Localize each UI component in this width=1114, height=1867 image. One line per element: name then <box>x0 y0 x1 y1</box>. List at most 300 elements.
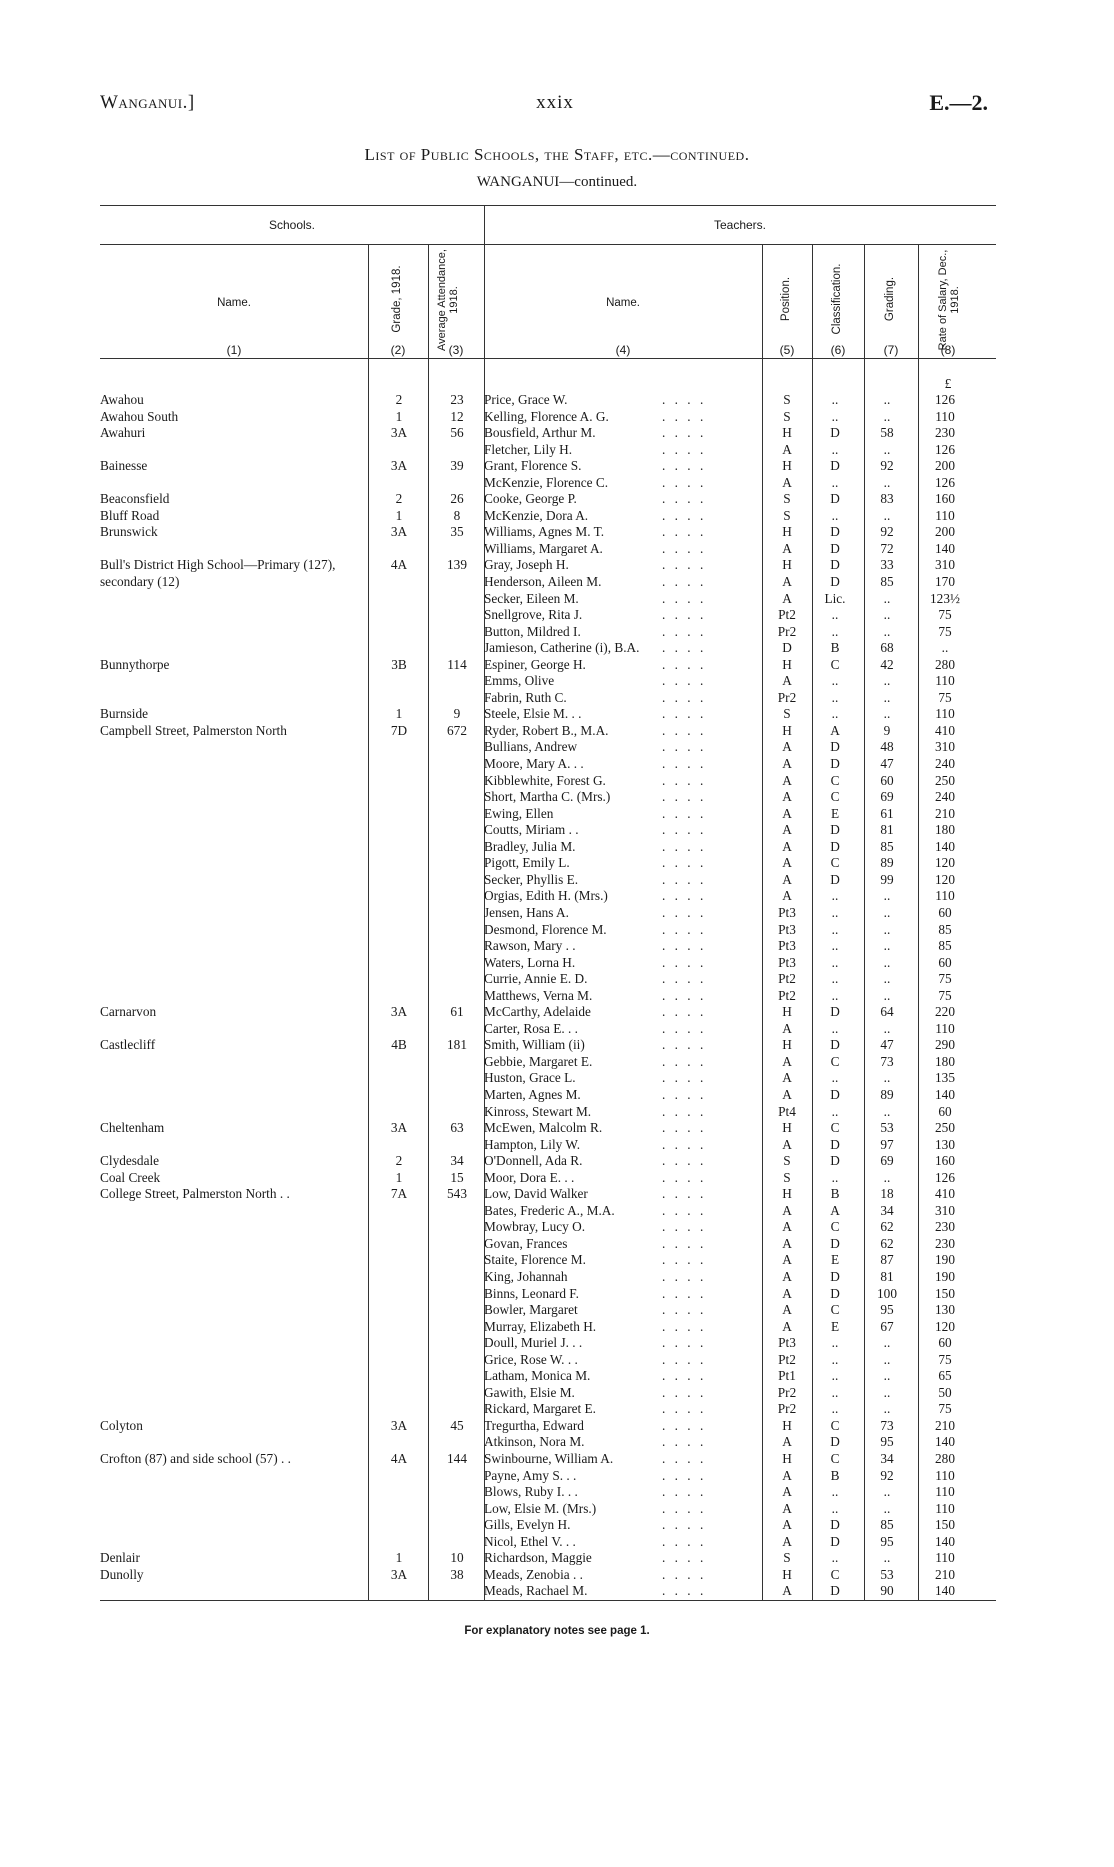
leader-dots: . . . . <box>662 805 707 821</box>
teacher-name-cell: O'Donnell, Ada R. <box>484 1153 583 1169</box>
grading-cell: 73 <box>880 1417 894 1433</box>
teacher-name-cell: Payne, Amy S. . . <box>484 1467 577 1483</box>
leader-dots: . . . . <box>662 756 707 772</box>
teacher-name-cell: Williams, Margaret A. <box>484 540 603 556</box>
leader-dots: . . . . <box>662 1103 707 1119</box>
grading-cell: 69 <box>880 789 894 805</box>
grading-cell: .. <box>883 938 891 954</box>
classification-cell: .. <box>831 971 839 987</box>
school-name-cell: Campbell Street, Palmerston North <box>100 722 287 738</box>
school-name-cell: Coal Creek <box>100 1169 161 1185</box>
grading-cell: .. <box>883 706 891 722</box>
teacher-name-cell: Kelling, Florence A. G. <box>484 408 609 424</box>
grading-cell: .. <box>883 888 891 904</box>
teacher-name-cell: McKenzie, Florence C. <box>484 474 609 490</box>
table-row <box>0 1286 1114 1303</box>
salary-cell: 140 <box>935 1533 955 1549</box>
classification-cell: .. <box>831 1351 839 1367</box>
classification-cell: .. <box>831 689 839 705</box>
grading-cell: .. <box>883 590 891 606</box>
leader-dots: . . . . <box>662 1417 707 1433</box>
table-row <box>0 1302 1114 1319</box>
table-row <box>0 392 1114 409</box>
position-cell: S <box>783 1169 791 1185</box>
grading-cell: 100 <box>877 1285 897 1301</box>
column-header-salary: Rate of Salary, Dec., 1918. <box>937 249 961 351</box>
classification-cell: .. <box>831 607 839 623</box>
table-row <box>0 955 1114 972</box>
salary-cell: 180 <box>935 822 955 838</box>
teacher-name-cell: Tregurtha, Edward <box>484 1417 584 1433</box>
table-row <box>0 739 1114 756</box>
group-header-teachers: Teachers. <box>713 218 767 232</box>
teacher-name-cell: Moore, Mary A. . . <box>484 756 584 772</box>
position-cell: A <box>782 441 792 457</box>
grading-cell: 34 <box>880 1202 894 1218</box>
leader-dots: . . . . <box>662 921 707 937</box>
table-row <box>0 1550 1114 1567</box>
salary-cell: 75 <box>938 689 952 705</box>
position-cell: A <box>782 1202 792 1218</box>
classification-cell: .. <box>831 904 839 920</box>
classification-cell: .. <box>831 954 839 970</box>
position-cell: A <box>782 1136 792 1152</box>
table-row <box>0 872 1114 889</box>
grading-cell: 89 <box>880 855 894 871</box>
classification-cell: C <box>830 1053 840 1069</box>
attendance-cell: 15 <box>450 1169 464 1185</box>
attendance-cell: 61 <box>450 1004 464 1020</box>
leader-dots: . . . . <box>662 1384 707 1400</box>
table-row <box>0 574 1114 591</box>
grading-cell: 95 <box>880 1533 894 1549</box>
table-row <box>0 524 1114 541</box>
leader-dots: . . . . <box>662 1351 707 1367</box>
school-name-cell: Castlecliff <box>100 1037 156 1053</box>
leader-dots: . . . . <box>662 1219 707 1235</box>
position-cell: A <box>782 1318 792 1334</box>
classification-cell: C <box>830 772 840 788</box>
salary-cell: 75 <box>938 971 952 987</box>
leader-dots: . . . . <box>662 1451 707 1466</box>
teacher-name-cell: Rawson, Mary . . <box>484 938 576 954</box>
school-name-cell: Carnarvon <box>100 1004 157 1020</box>
table-row <box>0 1104 1114 1121</box>
position-cell: A <box>782 822 792 838</box>
table-row <box>0 1368 1114 1385</box>
classification-cell: .. <box>831 441 839 457</box>
grade-cell: 1 <box>395 1550 403 1566</box>
position-cell: Pt3 <box>778 1335 796 1351</box>
table-row <box>0 508 1114 525</box>
table-row <box>0 1583 1114 1600</box>
salary-cell: 310 <box>935 557 955 573</box>
salary-cell: 290 <box>935 1037 955 1053</box>
classification-cell: D <box>830 1004 840 1020</box>
teacher-name-cell: Bates, Frederic A., M.A. <box>484 1202 615 1218</box>
grading-cell: .. <box>883 1550 891 1566</box>
grade-cell: 3A <box>390 1566 408 1582</box>
group-header-schools: Schools. <box>268 218 316 232</box>
leader-dots: . . . . <box>662 1550 707 1566</box>
table-row <box>0 591 1114 608</box>
grading-cell: 64 <box>880 1004 894 1020</box>
teacher-name-cell: Bradley, Julia M. <box>484 838 576 854</box>
teacher-name-cell: Hampton, Lily W. <box>484 1136 581 1152</box>
position-cell: A <box>782 673 792 689</box>
teacher-name-cell: Snellgrove, Rita J. <box>484 607 583 623</box>
attendance-cell: 23 <box>450 392 464 407</box>
leader-dots: . . . . <box>662 1169 707 1185</box>
salary-cell: 110 <box>935 507 955 523</box>
table-row <box>0 1517 1114 1534</box>
salary-cell: 190 <box>935 1268 955 1284</box>
leader-dots: . . . . <box>662 838 707 854</box>
table-row <box>0 1203 1114 1220</box>
salary-cell: 75 <box>938 1351 952 1367</box>
salary-cell: 75 <box>938 607 952 623</box>
teacher-name-cell: Price, Grace W. <box>484 392 568 407</box>
grade-cell: 4B <box>391 1037 407 1053</box>
teacher-name-cell: Rickard, Margaret E. <box>484 1401 596 1417</box>
leader-dots: . . . . <box>662 1070 707 1086</box>
attendance-cell: 34 <box>450 1153 464 1169</box>
leader-dots: . . . . <box>662 408 707 424</box>
position-cell: Pr2 <box>777 1384 797 1400</box>
table-row <box>0 1219 1114 1236</box>
grading-cell: 33 <box>880 557 894 573</box>
position-cell: A <box>782 1533 792 1549</box>
attendance-cell: 35 <box>450 524 464 540</box>
classification-cell: Lic. <box>824 590 846 606</box>
classification-cell: .. <box>831 1484 839 1500</box>
leader-dots: . . . . <box>662 789 707 805</box>
teacher-name-cell: Orgias, Edith H. (Mrs.) <box>484 888 608 904</box>
position-cell: A <box>782 1268 792 1284</box>
position-cell: A <box>782 805 792 821</box>
teacher-name-cell: Emms, Olive <box>484 673 555 689</box>
salary-cell: 126 <box>935 441 955 457</box>
grade-cell: 3B <box>391 656 407 672</box>
grading-cell: 81 <box>880 822 894 838</box>
salary-cell: 410 <box>935 722 955 738</box>
footnote: For explanatory notes see page 1. <box>464 1625 650 1637</box>
salary-cell: 140 <box>935 1434 955 1450</box>
leader-dots: . . . . <box>662 1533 707 1549</box>
teacher-name-cell: Ewing, Ellen <box>484 805 554 821</box>
table-row <box>0 1153 1114 1170</box>
leader-dots: . . . . <box>662 1500 707 1516</box>
leader-dots: . . . . <box>662 1037 707 1053</box>
grading-cell: 99 <box>880 871 894 887</box>
position-cell: A <box>782 1583 792 1599</box>
leader-dots: . . . . <box>662 1004 707 1020</box>
grading-cell: .. <box>883 441 891 457</box>
teacher-name-cell: Short, Martha C. (Mrs.) <box>484 789 611 805</box>
salary-cell: 126 <box>935 474 955 490</box>
teacher-name-cell: Gawith, Elsie M. <box>484 1384 575 1400</box>
grading-cell: 73 <box>880 1053 894 1069</box>
position-cell: Pt3 <box>778 904 796 920</box>
salary-cell: 230 <box>935 1219 955 1235</box>
classification-cell: D <box>830 1533 840 1549</box>
currency-symbol: £ <box>944 376 952 391</box>
position-cell: H <box>782 1451 792 1466</box>
classification-cell: C <box>830 1302 840 1318</box>
leader-dots: . . . . <box>662 574 707 590</box>
grading-cell: .. <box>883 673 891 689</box>
attendance-cell: 39 <box>450 458 464 474</box>
teacher-name-cell: Gray, Joseph H. <box>484 557 569 573</box>
grading-cell: 68 <box>880 640 894 656</box>
position-cell: A <box>782 1053 792 1069</box>
school-name-cell: Brunswick <box>100 524 158 540</box>
leader-dots: . . . . <box>662 1517 707 1533</box>
table-row <box>0 1054 1114 1071</box>
table-row <box>0 905 1114 922</box>
classification-cell: C <box>830 1451 840 1466</box>
position-cell: A <box>782 1484 792 1500</box>
teacher-name-cell: Low, Elsie M. (Mrs.) <box>484 1500 597 1516</box>
leader-dots: . . . . <box>662 1120 707 1136</box>
salary-cell: 126 <box>935 392 955 407</box>
position-cell: Pt2 <box>778 971 796 987</box>
leader-dots: . . . . <box>662 1566 707 1582</box>
position-cell: A <box>782 838 792 854</box>
school-name-cell: Awahou <box>100 392 144 407</box>
teacher-name-cell: Steele, Elsie M. . . <box>484 706 582 722</box>
table-row <box>0 409 1114 426</box>
teacher-name-cell: Jamieson, Catherine (i), B.A. <box>484 640 640 656</box>
salary-cell: 160 <box>935 491 955 507</box>
school-name-cell: Burnside <box>100 706 149 722</box>
leader-dots: . . . . <box>662 722 707 738</box>
teacher-name-cell: Currie, Annie E. D. <box>484 971 588 987</box>
grading-cell: 92 <box>880 458 894 474</box>
teacher-name-cell: Secker, Phyllis E. <box>484 871 579 887</box>
position-cell: H <box>782 1037 792 1053</box>
teacher-name-cell: Swinbourne, William A. <box>484 1451 614 1466</box>
teacher-name-cell: Williams, Agnes M. T. <box>484 524 605 540</box>
salary-cell: 75 <box>938 987 952 1003</box>
table-row <box>0 1120 1114 1137</box>
grade-cell: 3A <box>390 1004 408 1020</box>
grading-cell: 67 <box>880 1318 894 1334</box>
attendance-cell: 38 <box>450 1566 464 1582</box>
grading-cell: .. <box>883 1351 891 1367</box>
salary-cell: 50 <box>938 1384 952 1400</box>
column-number: (3) <box>448 343 464 357</box>
salary-cell: 85 <box>938 938 952 954</box>
grading-cell: 53 <box>880 1120 894 1136</box>
table-row <box>0 458 1114 475</box>
classification-cell: D <box>830 1153 840 1169</box>
grading-cell: .. <box>883 1500 891 1516</box>
position-cell: A <box>782 1020 792 1036</box>
classification-cell: .. <box>831 1384 839 1400</box>
classification-cell: A <box>830 1202 840 1218</box>
grading-cell: 47 <box>880 756 894 772</box>
leader-dots: . . . . <box>662 954 707 970</box>
teacher-name-cell: Bowler, Margaret <box>484 1302 578 1318</box>
salary-cell: 210 <box>935 805 955 821</box>
table-row <box>0 1501 1114 1518</box>
attendance-cell: 139 <box>447 557 467 573</box>
classification-cell: D <box>830 822 840 838</box>
table-row <box>0 1037 1114 1054</box>
leader-dots: . . . . <box>662 739 707 755</box>
teacher-name-cell: Meads, Zenobia . . <box>484 1566 583 1582</box>
grade-cell: 1 <box>395 507 403 523</box>
grading-cell: 90 <box>880 1583 894 1599</box>
attendance-cell: 63 <box>450 1120 464 1136</box>
position-cell: Pt3 <box>778 938 796 954</box>
position-cell: H <box>782 1186 792 1202</box>
position-cell: A <box>782 1070 792 1086</box>
classification-cell: D <box>830 524 840 540</box>
table-row <box>0 1567 1114 1584</box>
table-row <box>0 806 1114 823</box>
grading-cell: 48 <box>880 739 894 755</box>
leader-dots: . . . . <box>662 491 707 507</box>
classification-cell: C <box>830 855 840 871</box>
classification-cell: .. <box>831 987 839 1003</box>
school-name-cell: Colyton <box>100 1417 143 1433</box>
grading-cell: .. <box>883 904 891 920</box>
teacher-name-cell: Waters, Lorna H. <box>484 954 576 970</box>
classification-cell: D <box>830 1285 840 1301</box>
grading-cell: .. <box>883 392 891 407</box>
classification-cell: D <box>830 1136 840 1152</box>
grading-cell: .. <box>883 1070 891 1086</box>
table-row <box>0 1170 1114 1187</box>
grading-cell: 95 <box>880 1434 894 1450</box>
leader-dots: . . . . <box>662 1401 707 1417</box>
column-header-attendance: Average Attendance, 1918. <box>436 249 460 351</box>
classification-cell: D <box>830 540 840 556</box>
grading-cell: 58 <box>880 425 894 441</box>
table-row <box>0 1385 1114 1402</box>
leader-dots: . . . . <box>662 1268 707 1284</box>
classification-cell: .. <box>831 673 839 689</box>
leader-dots: . . . . <box>662 689 707 705</box>
teacher-name-cell: Matthews, Verna M. <box>484 987 593 1003</box>
position-cell: H <box>782 722 792 738</box>
teacher-name-cell: Low, David Walker <box>484 1186 588 1202</box>
grade-cell: 7D <box>390 722 408 738</box>
teacher-name-cell: Button, Mildred I. <box>484 623 581 639</box>
table-row <box>0 1319 1114 1336</box>
position-cell: A <box>782 1285 792 1301</box>
table-row <box>0 1021 1114 1038</box>
grading-cell: .. <box>883 1368 891 1384</box>
salary-cell: 150 <box>935 1285 955 1301</box>
position-cell: H <box>782 557 792 573</box>
leader-dots: . . . . <box>662 607 707 623</box>
grading-cell: 62 <box>880 1235 894 1251</box>
classification-cell: D <box>830 838 840 854</box>
leader-dots: . . . . <box>662 1434 707 1450</box>
position-cell: A <box>782 1086 792 1102</box>
table-row <box>0 855 1114 872</box>
table-row <box>0 1534 1114 1551</box>
classification-cell: .. <box>831 1020 839 1036</box>
position-cell: A <box>782 871 792 887</box>
salary-cell: 110 <box>935 1484 955 1500</box>
table-row <box>0 607 1114 624</box>
column-number: (8) <box>940 343 956 357</box>
teacher-name-cell: Binns, Leonard F. <box>484 1285 579 1301</box>
classification-cell: D <box>830 557 840 573</box>
classification-cell: D <box>830 1037 840 1053</box>
position-cell: H <box>782 1566 792 1582</box>
page-subtitle: WANGANUI—continued. <box>476 174 638 190</box>
leader-dots: . . . . <box>662 871 707 887</box>
salary-cell: 170 <box>935 574 955 590</box>
grade-cell: 3A <box>390 425 408 441</box>
attendance-cell: 9 <box>453 706 461 722</box>
position-cell: Pt3 <box>778 954 796 970</box>
position-cell: S <box>783 491 791 507</box>
position-cell: A <box>782 1302 792 1318</box>
teacher-name-cell: Latham, Monica M. <box>484 1368 591 1384</box>
position-cell: A <box>782 1219 792 1235</box>
grading-cell: 85 <box>880 574 894 590</box>
salary-cell: 60 <box>938 954 952 970</box>
leader-dots: . . . . <box>662 441 707 457</box>
classification-cell: .. <box>831 921 839 937</box>
grade-cell: 1 <box>395 706 403 722</box>
teacher-name-cell: Moor, Dora E. . . <box>484 1169 575 1185</box>
school-name-cell: Bluff Road <box>100 507 160 523</box>
table-row <box>0 1451 1114 1468</box>
teacher-name-cell: Espiner, George H. <box>484 656 586 672</box>
classification-cell: C <box>830 1566 840 1582</box>
position-cell: A <box>782 1235 792 1251</box>
table-row <box>0 1401 1114 1418</box>
school-name-cell: Bunnythorpe <box>100 656 170 672</box>
teacher-name-cell: Secker, Eileen M. <box>484 590 579 606</box>
table-row <box>0 1352 1114 1369</box>
classification-cell: C <box>830 789 840 805</box>
attendance-cell: 181 <box>447 1037 467 1053</box>
position-cell: Pr2 <box>777 623 797 639</box>
teacher-name-cell: Murray, Elizabeth H. <box>484 1318 597 1334</box>
leader-dots: . . . . <box>662 673 707 689</box>
salary-cell: 150 <box>935 1517 955 1533</box>
classification-cell: .. <box>831 474 839 490</box>
position-cell: A <box>782 739 792 755</box>
table-row <box>0 1137 1114 1154</box>
grading-cell: .. <box>883 1335 891 1351</box>
grade-cell: 3A <box>390 524 408 540</box>
salary-cell: 60 <box>938 1103 952 1119</box>
salary-cell: 190 <box>935 1252 955 1268</box>
classification-cell: B <box>830 640 840 656</box>
grading-cell: 95 <box>880 1302 894 1318</box>
teacher-name-cell: Carter, Rosa E. . . <box>484 1020 578 1036</box>
leader-dots: . . . . <box>662 458 707 474</box>
grading-cell: 97 <box>880 1136 894 1152</box>
position-cell: Pt4 <box>778 1103 796 1119</box>
leader-dots: . . . . <box>662 1302 707 1318</box>
position-cell: A <box>782 789 792 805</box>
position-cell: Pr2 <box>777 689 797 705</box>
attendance-cell: 144 <box>447 1451 467 1466</box>
grading-cell: 34 <box>880 1451 894 1466</box>
classification-cell: .. <box>831 392 839 407</box>
table-row <box>0 1087 1114 1104</box>
